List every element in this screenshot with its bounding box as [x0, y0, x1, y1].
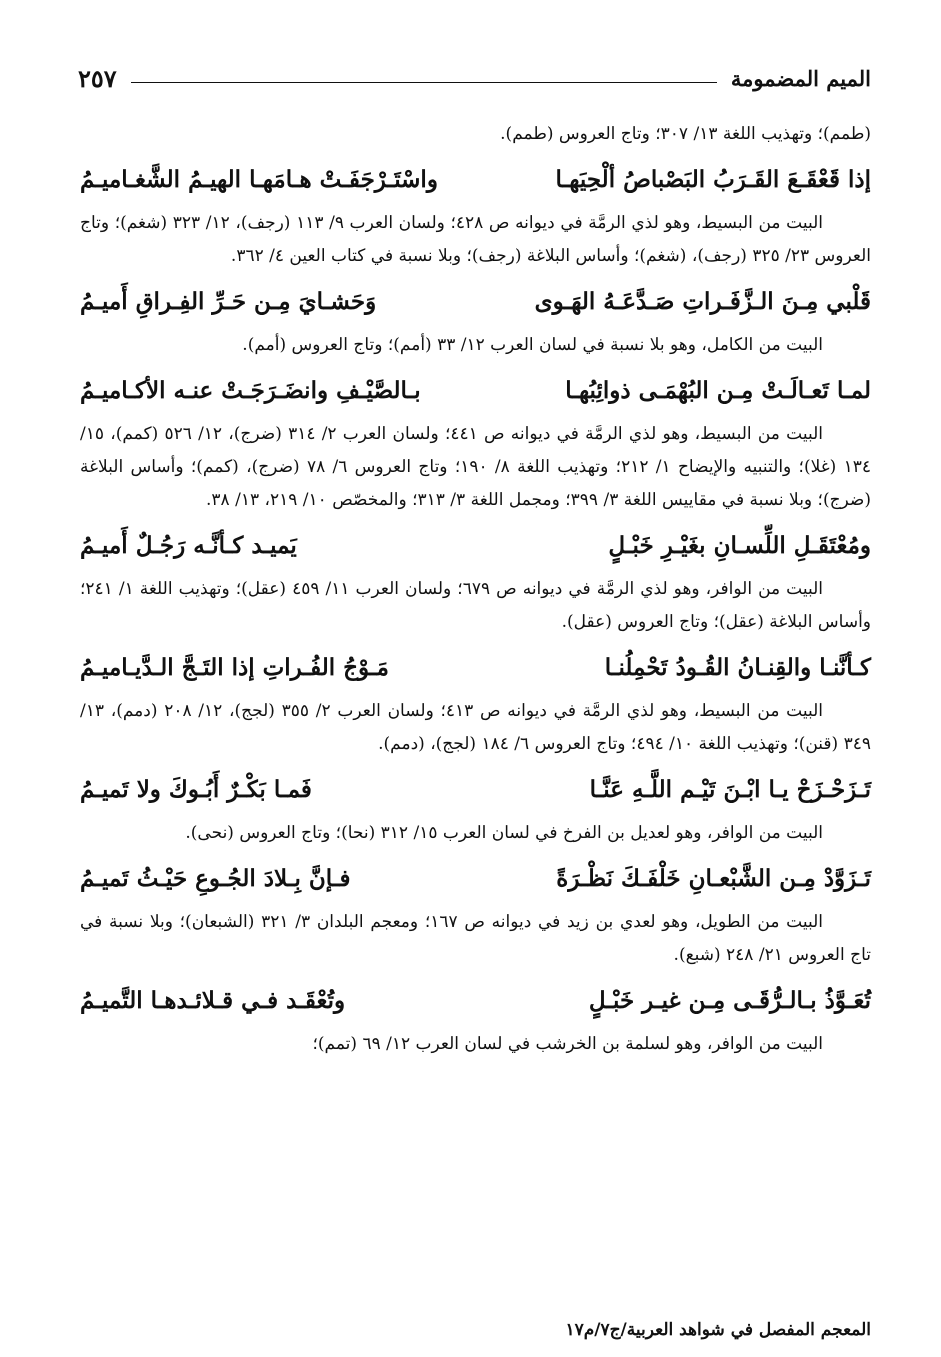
verse-commentary: البيت من الوافر، وهو لسلمة بن الخرشب في لسان العرب ١٢/ ٦٩ (تمم)؛: [312, 1034, 823, 1054]
verse-second-hemistich: مَـوْجُ الفُـراتِ إذا التَـجَّ الـدَّيـاميـمُ: [80, 653, 389, 681]
verse: [80, 362, 871, 418]
page-header: [78, 58, 871, 98]
verse-first-hemistich: إذا قَعْقَـعَ القَـرَبُ البَصْباصُ ألْحِيَهـا: [555, 165, 871, 193]
verse-first-hemistich: تَـزَحْـزَحْ يـا ابْـنَ تَيْـم اللَّـهِ عَنَّـا: [589, 775, 871, 803]
entry: [80, 273, 871, 362]
entry: [80, 517, 871, 639]
verse: [80, 639, 871, 695]
verse: [80, 151, 871, 207]
book-signature: المعجم المفصل في شواهد العربية/ج٧/م١٧: [565, 1320, 871, 1340]
entry: [80, 761, 871, 850]
page-number: ٢٥٧: [78, 63, 117, 93]
verse-second-hemistich: فـإنَّ بِـلادَ الجُـوعِ حَيْـثُ تَميـمُ: [80, 864, 351, 892]
verse-commentary: البيت من الوافر، وهو لذي الرمَّة في ديوانه ص ٦٧٩؛ ولسان العرب ١١/ ٤٥٩ (عقل)؛ وتهذيب اللغة ١/ ٢٤١؛ وأساس البلاغة (عقل)؛ وتاج العروس (عقل).: [80, 579, 871, 632]
verse-second-hemistich: واسْتَـرْجَفَـتْ هـامَهـا الهيـمُ الشَّغـاميـمُ: [80, 165, 438, 193]
page-footer: [80, 1320, 871, 1340]
verse-first-hemistich: لمـا تَعـالَـتْ مِـن البُهْمَـى ذوائِبُهـا: [565, 376, 871, 404]
entry: [80, 151, 871, 273]
verse-first-hemistich: تَـزَوَّدْ مِـن الشَّبْعـانِ خَلْفَـكَ نَظْـرَةً: [556, 864, 871, 892]
verse-first-hemistich: تُعَـوَّذُ بـالـرُّقَـى مِـن غيـر خَبْـلٍ: [588, 986, 871, 1014]
verse-first-hemistich: كـأنَّنـا والقِنـانُ القُـودُ تَحْمِلُنـا: [604, 653, 871, 681]
verse-first-hemistich: ومُعْتَقَـلِ اللِّسـانِ بغَيْـرِ خَبْـلٍ: [608, 531, 871, 559]
opening-reference: (طمم)؛ وتهذيب اللغة ١٣/ ٣٠٧؛ وتاج العروس (طمم).: [500, 124, 871, 144]
entry: [80, 639, 871, 761]
verse-second-hemistich: بـالصَّيْـفِ وانضَـرَجَـتْ عنـه الأكـاميـمُ: [80, 376, 421, 404]
entries-list: [80, 151, 871, 1061]
verse-second-hemistich: وَحَشـايَ مِـن حَـرِّ الفِـراقِ أَميـمُ: [80, 287, 377, 315]
verse-second-hemistich: يَميـد كـأنَّـه رَجُـلٌ أَميـمُ: [80, 531, 297, 559]
verse: [80, 761, 871, 817]
verse-second-hemistich: فَمـا بَكْـرٌ أَبُـوكَ ولا تَميـمُ: [80, 775, 312, 803]
verse-commentary: البيت من الكامل، وهو بلا نسبة في لسان العرب ١٢/ ٣٣ (أمم)؛ وتاج العروس (أمم).: [242, 335, 823, 355]
page-body: [80, 118, 871, 1061]
verse-commentary: البيت من البسيط، وهو لذي الرمَّة في ديوانه ص ٤٤١؛ ولسان العرب ٢/ ٣١٤ (ضرج)، ١٢/ ٥٢٦ (كمم)، ١٥/ ١٣٤ (غلا)؛ والتنبيه والإيضاح ١/ ٢١٢؛ وتهذيب اللغة ٨/ ١٩٠؛ وتاج العروس ٦/ ٧٨ (ضرج)، (كمم)؛ وأساس البلاغة (ضرج)؛ وبلا نسبة في مقاييس اللغة ٣/ ٣٩٩؛ ومجمل اللغة ٣/ ٣١٣؛ والمخصّص ١٠/ ٢١٩، ١٣/ ٣٨.: [80, 424, 871, 510]
verse-commentary: البيت من الوافر، وهو لعديل بن الفرخ في لسان العرب ١٥/ ٣١٢ (نحا)؛ وتاج العروس (نحى).: [185, 823, 823, 843]
verse: [80, 972, 871, 1028]
verse-commentary: البيت من البسيط، وهو لذي الرمَّة في ديوانه ص ٤٢٨؛ ولسان العرب ٩/ ١١٣ (رجف)، ١٢/ ٣٢٣ (شغم)؛ وتاج العروس ٢٣/ ٣٢٥ (رجف)، (شغم)؛ وأساس البلاغة (رجف)؛ وبلا نسبة في كتاب العين ٤/ ٣٦٢.: [80, 213, 871, 266]
running-title: الميم المضمومة: [730, 65, 871, 91]
verse: [80, 517, 871, 573]
entry: [80, 850, 871, 972]
verse-commentary: البيت من البسيط، وهو لذي الرمَّة في ديوانه ص ٤١٣؛ ولسان العرب ٢/ ٣٥٥ (لجج)، ١٢/ ٢٠٨ (دمم)، ١٣/ ٣٤٩ (قنن)؛ وتهذيب اللغة ١٠/ ٤٩٤؛ وتاج العروس ٦/ ١٨٤ (لجج)، (دمم).: [80, 701, 871, 754]
verse-second-hemistich: وتُعْقَـد فـي قـلائـدهـا التَّميـمُ: [80, 986, 346, 1014]
entry: [80, 362, 871, 517]
entry: [80, 972, 871, 1061]
verse: [80, 850, 871, 906]
verse: [80, 273, 871, 329]
verse-commentary: البيت من الطويل، وهو لعدي بن زيد في ديوانه ص ١٦٧؛ ومعجم البلدان ٣/ ٣٢١ (الشبعان)؛ وبلا نسبة في تاج العروس ٢١/ ٢٤٨ (شبع).: [80, 912, 871, 965]
verse-first-hemistich: قَلْبي مِـنَ الـزَّفَـراتِ صَـدَّعَـهُ الهَـوى: [534, 287, 871, 315]
header-rule: [131, 82, 717, 83]
